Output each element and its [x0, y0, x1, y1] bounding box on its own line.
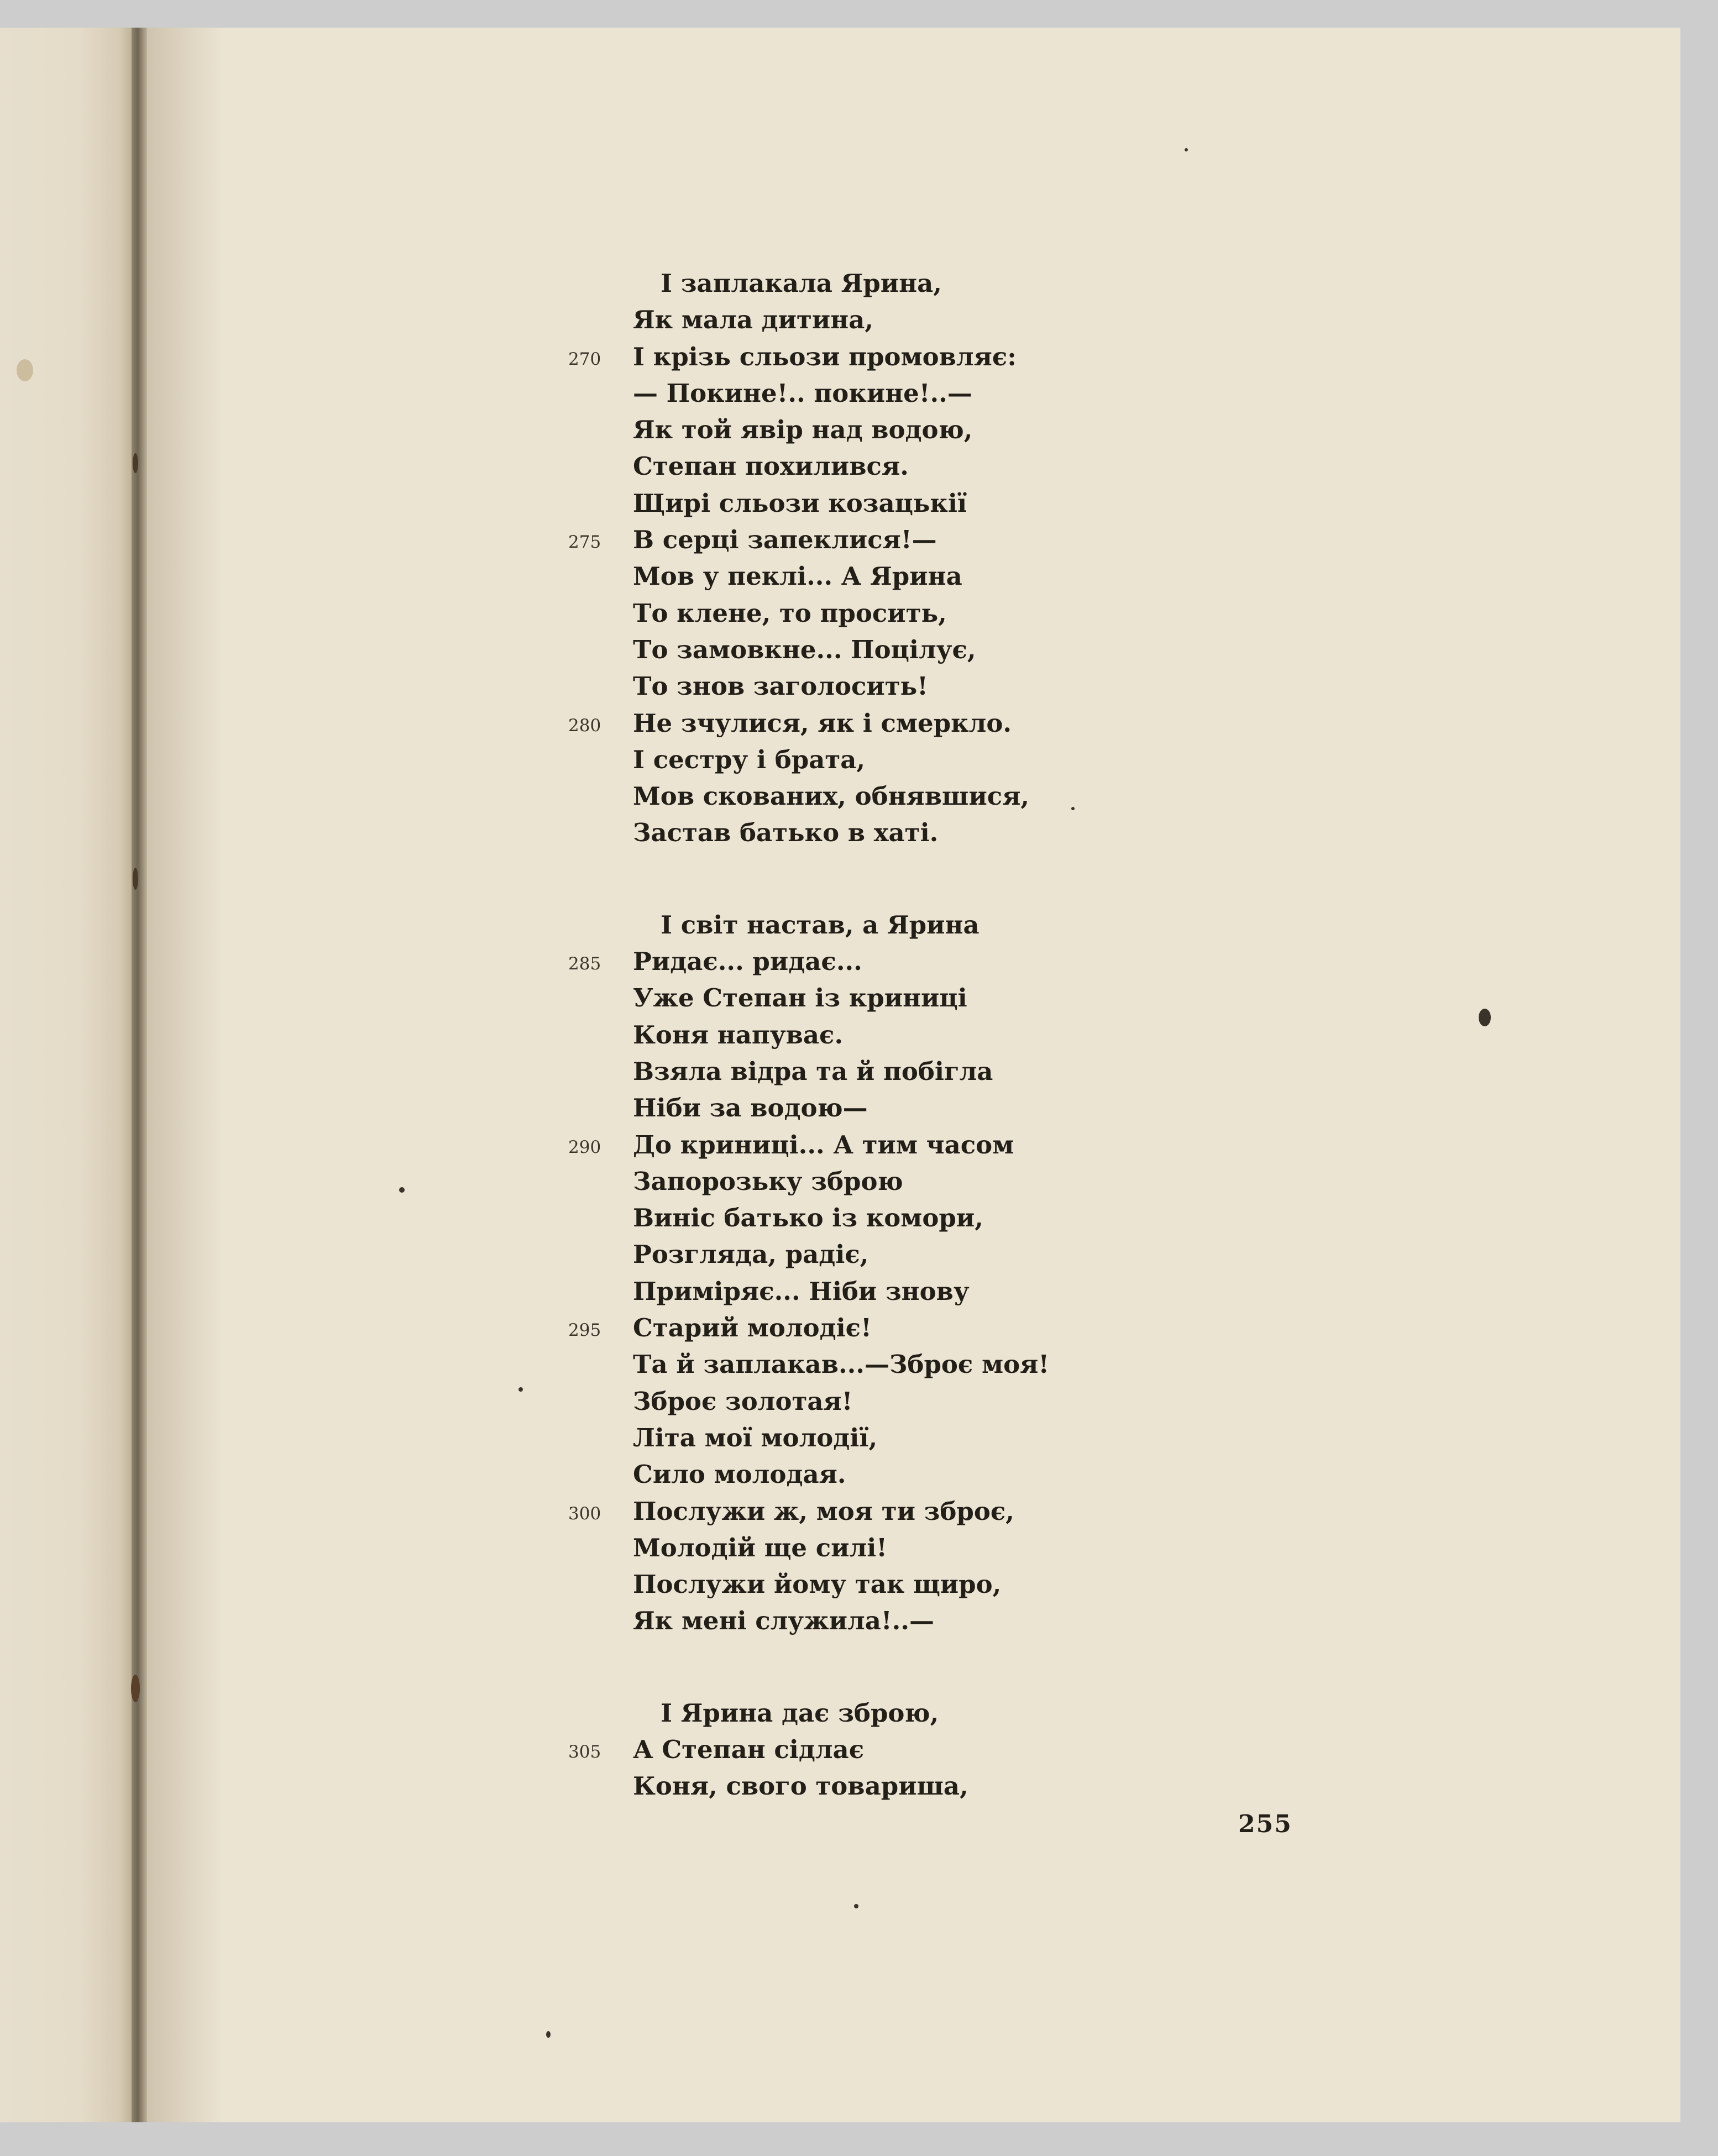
poem-text [553, 265, 1327, 1805]
verse-line [553, 1456, 1327, 1493]
verse-text: До криниці... А тим часом [633, 1130, 1014, 1160]
line-number: 305 [568, 1741, 601, 1762]
verse-text: Зброє золотая! [633, 1386, 853, 1416]
verse-text: Старий молодіє! [633, 1313, 872, 1343]
verse-line [553, 1493, 1327, 1530]
verse-line [553, 1127, 1327, 1163]
verse-line [553, 1420, 1327, 1456]
verse-line [553, 339, 1327, 375]
verse-text: Коня напуває. [633, 1020, 844, 1050]
verse-text: Запорозьку зброю [633, 1166, 903, 1196]
verse-text: Приміряє... Ніби знову [633, 1276, 970, 1306]
verse-line [553, 1566, 1327, 1603]
verse-text: Літа мої молодії, [633, 1423, 878, 1452]
ink-speck [17, 359, 33, 381]
verse-text: То клене, то просить, [633, 598, 947, 628]
verse-line [553, 1273, 1327, 1310]
verse-line [553, 1200, 1327, 1236]
ink-speck [1479, 1009, 1491, 1026]
gutter-shadow [147, 28, 224, 2122]
verse-line [553, 632, 1327, 668]
ink-speck [133, 453, 138, 473]
verse-text: Не зчулися, як і смеркло. [633, 708, 1012, 738]
ink-speck [131, 1675, 140, 1702]
verse-line [553, 668, 1327, 705]
verse-text: Як той явір над водою, [633, 415, 973, 445]
verse-line [553, 1346, 1327, 1383]
verse-line [553, 1603, 1327, 1639]
verse-text: Уже Степан із криниці [633, 983, 967, 1013]
verse-text: А Степан сідлає [633, 1734, 865, 1764]
verse-line [553, 1732, 1327, 1768]
line-number: 285 [568, 954, 601, 974]
verse-text: Мов у пеклі... А Ярина [633, 562, 962, 591]
verse-line [553, 1383, 1327, 1420]
verse-line [553, 595, 1327, 632]
stanza-break [553, 1640, 1327, 1695]
verse-line [553, 412, 1327, 448]
ink-speck [518, 1387, 523, 1392]
line-number: 280 [568, 715, 601, 736]
verse-line [553, 558, 1327, 595]
verse-text: Як мені служила!..— [633, 1606, 934, 1636]
ink-speck [854, 1904, 858, 1908]
verse-line [553, 1695, 1327, 1732]
verse-line [553, 778, 1327, 815]
stanza [553, 1695, 1327, 1805]
verse-line [553, 302, 1327, 338]
verse-text: Щирі сльози козацькії [633, 488, 967, 518]
ink-speck [399, 1187, 405, 1193]
line-number: 295 [568, 1320, 601, 1341]
verse-text: Послужи йому так щиро, [633, 1570, 1002, 1599]
verse-text: В серці запеклися!— [633, 525, 937, 555]
verse-text: Виніс батько із комори, [633, 1203, 983, 1233]
verse-text: Ніби за водою— [633, 1093, 868, 1123]
line-number: 275 [568, 532, 601, 553]
verse-text: І Ярина дає зброю, [661, 1698, 939, 1728]
verse-line [553, 1053, 1327, 1090]
verse-text: Та й заплакав...—Зброє моя! [633, 1350, 1050, 1379]
verse-text: Сило молодая. [633, 1460, 846, 1489]
verse-line [553, 943, 1327, 980]
verse-text: То замовкне... Поцілує, [633, 634, 976, 664]
line-number: 290 [568, 1137, 601, 1157]
verse-line [553, 705, 1327, 742]
book-gutter [132, 28, 147, 2122]
ink-speck [133, 868, 138, 890]
verse-line [553, 815, 1327, 851]
verse-line [553, 1310, 1327, 1346]
book-page [0, 28, 1680, 2122]
verse-line [553, 1163, 1327, 1200]
verse-text: Розгляда, радіє, [633, 1240, 869, 1270]
verse-line [553, 1017, 1327, 1053]
verse-text: І крізь сльози промовляє: [633, 342, 1017, 371]
stanza [553, 265, 1327, 852]
verse-text: Послужи ж, моя ти зброє, [633, 1496, 1014, 1526]
verse-text: І заплакала Ярина, [661, 269, 942, 298]
verse-text: Коня, свого товариша, [633, 1771, 968, 1801]
verse-line [553, 1768, 1327, 1804]
verse-line [553, 1530, 1327, 1566]
verse-text: Ридає... ридає... [633, 947, 862, 977]
stanza-break [553, 852, 1327, 907]
verse-text: Мов скованих, обнявшися, [633, 781, 1030, 811]
stanza [553, 907, 1327, 1640]
verse-text: Як мала дитина, [633, 305, 874, 335]
verse-text: І сестру і брата, [633, 744, 866, 774]
verse-line [553, 1236, 1327, 1273]
verse-text: Застав батько в хаті. [633, 818, 939, 848]
verse-line [553, 907, 1327, 943]
verse-line [553, 485, 1327, 522]
verse-text: Взяла відра та й побігла [633, 1056, 993, 1086]
verse-text: — Покине!.. покине!..— [633, 378, 972, 408]
verse-text: І світ настав, а Ярина [661, 910, 980, 940]
line-number: 300 [568, 1503, 601, 1524]
page-number: 255 [1238, 1810, 1292, 1838]
verse-text: Молодій ще силі! [633, 1533, 888, 1562]
verse-line [553, 1090, 1327, 1126]
verse-line [553, 265, 1327, 302]
ink-speck [546, 2031, 551, 2038]
verse-text: Степан похилився. [633, 452, 909, 481]
line-number: 270 [568, 349, 601, 369]
verse-line [553, 375, 1327, 412]
facing-page-edge [0, 28, 135, 2122]
verse-text: То знов заголосить! [633, 672, 928, 701]
verse-line [553, 742, 1327, 778]
verse-line [553, 448, 1327, 485]
verse-line [553, 522, 1327, 558]
ink-speck [1185, 148, 1188, 151]
verse-line [553, 980, 1327, 1016]
